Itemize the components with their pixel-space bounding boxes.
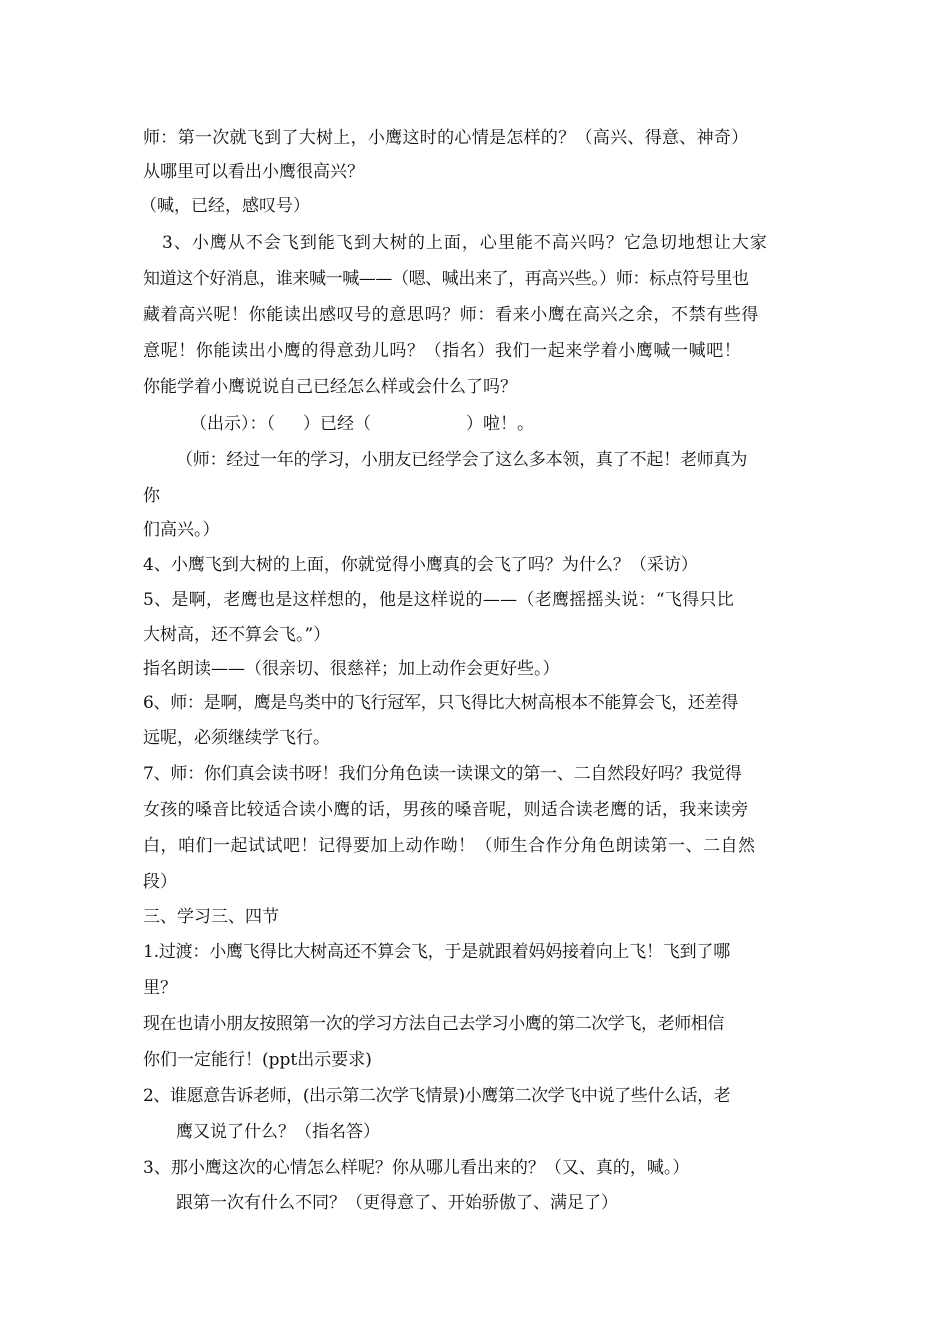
text-line: 你们一定能行！(ppt出示要求) (143, 1050, 372, 1070)
text-line: 3、那小鹰这次的心情怎么样呢？你从哪儿看出来的？（又、真的，喊。） (143, 1158, 690, 1178)
text-line: 5、是啊，老鹰也是这样想的，他是这样说的——（老鹰摇摇头说：“飞得只比 (143, 590, 735, 610)
text-line: 4、小鹰飞到大树的上面，你就觉得小鹰真的会飞了吗？为什么？（采访） (143, 555, 698, 575)
text-line: 指名朗读——（很亲切、很慈祥；加上动作会更好些。） (143, 659, 560, 679)
section-heading: 三、学习三、四节 (143, 907, 279, 927)
fill-in-part: ）啦！。 (466, 414, 534, 434)
text-line: 女孩的嗓音比较适合读小鹰的话，男孩的嗓音呢，则适合读老鹰的话，我来读旁 (143, 800, 749, 820)
text-line: 远呢，必须继续学飞行。 (143, 728, 330, 748)
fill-in-sentence (190, 414, 534, 434)
text-line: 师：第一次就飞到了大树上，小鹰这时的心情是怎样的？（高兴、得意、神奇） (143, 128, 749, 148)
text-line: 从哪里可以看出小鹰很高兴？ (143, 162, 364, 182)
text-line: 大树高，还不算会飞。”） (143, 625, 331, 645)
text-line: （喊，已经，感叹号） (140, 196, 310, 216)
text-line: 知道这个好消息，谁来喊一喊——（嗯、喊出来了，再高兴些。）师：标点符号里也 (143, 269, 749, 289)
text-line: 2、谁愿意告诉老师，(出示第二次学飞情景)小鹰第二次学飞中说了些什么话，老 (143, 1086, 731, 1106)
text-line: 你能学着小鹰说说自己已经怎么样或会什么了吗？ (143, 377, 517, 397)
text-line: 意呢！你能读出小鹰的得意劲儿吗？（指名）我们一起来学着小鹰喊一喊吧！ (143, 341, 742, 361)
text-line: 里？ (143, 978, 177, 998)
fill-in-part: ）已经（ (303, 414, 371, 434)
text-line: 现在也请小朋友按照第一次的学习方法自己去学习小鹰的第二次学飞，老师相信 (143, 1014, 724, 1034)
text-line: 藏着高兴呢！你能读出感叹号的意思吗？师：看来小鹰在高兴之余，不禁有些得 (143, 305, 759, 325)
text-line: 白，咱们一起试试吧！记得要加上动作呦！（师生合作分角色朗读第一、二自然 (143, 836, 756, 856)
text-line: 们高兴。） (143, 520, 220, 540)
text-line: 鹰又说了什么？（指名答） (176, 1122, 380, 1142)
text-line: 1.过渡：小鹰飞得比大树高还不算会飞，于是就跟着妈妈接着向上飞！飞到了哪 (143, 942, 731, 962)
text-line: （师：经过一年的学习，小朋友已经学会了这么多本领，真了不起！老师真为 (176, 450, 748, 470)
text-line: 3、小鹰从不会飞到能飞到大树的上面，心里能不高兴吗？它急切地想让大家 (162, 233, 768, 253)
fill-in-part: （出示）：（ (190, 414, 275, 434)
text-line: 你 (143, 486, 160, 506)
text-line: 7、师：你们真会读书呀！我们分角色读一读课文的第一、二自然段好吗？我觉得 (143, 764, 742, 784)
text-line: 跟第一次有什么不同？（更得意了、开始骄傲了、满足了） (176, 1193, 618, 1213)
text-line: 段） (143, 872, 177, 892)
text-line: 6、师：是啊，鹰是鸟类中的飞行冠军，只飞得比大树高根本不能算会飞，还差得 (143, 693, 739, 713)
